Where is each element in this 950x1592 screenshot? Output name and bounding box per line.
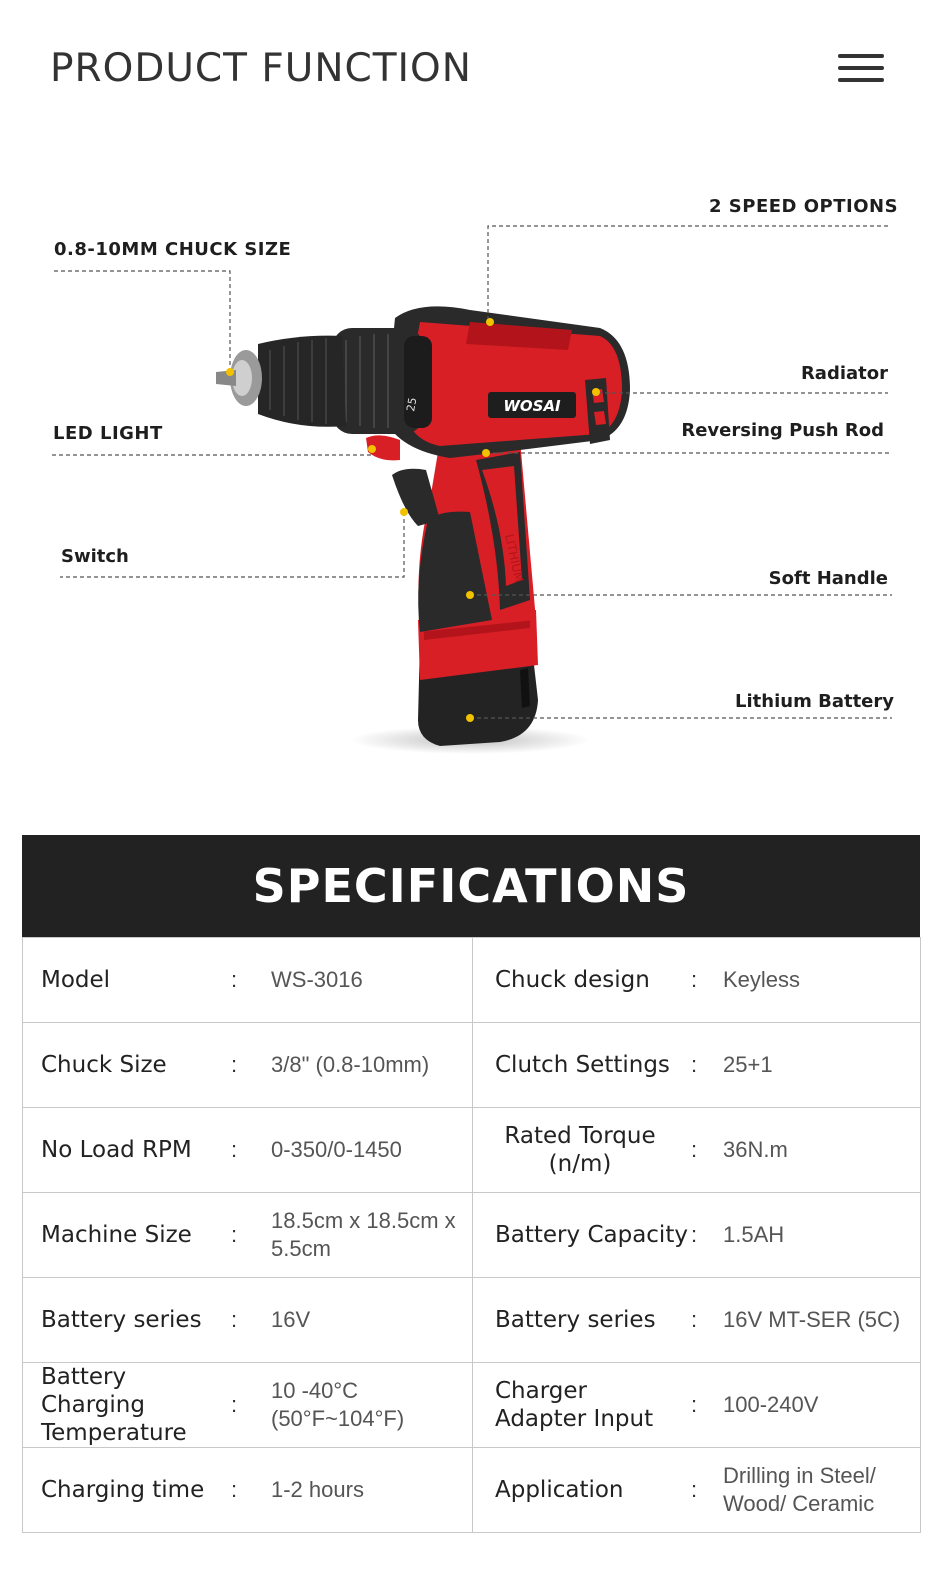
spec-colon: : — [231, 1477, 238, 1502]
spec-value: 0-350/0-1450 — [271, 1137, 402, 1162]
spec-value: 1-2 hours — [271, 1477, 364, 1502]
callout-reversing-push-rod: Reversing Push Rod — [681, 420, 884, 441]
specifications-heading: SPECIFICATIONS — [22, 835, 920, 937]
callout-chuck-size: 0.8-10MM CHUCK SIZE — [54, 239, 292, 260]
callout-soft-handle: Soft Handle — [768, 568, 888, 589]
svg-text:LITHIUM: LITHIUM — [502, 532, 527, 584]
spec-value: 16V MT-SER (5C) — [723, 1307, 901, 1332]
table-row — [23, 1023, 921, 1108]
spec-value: 25+1 — [723, 1052, 773, 1077]
spec-colon: : — [231, 1052, 238, 1077]
callout-radiator: Radiator — [800, 363, 888, 384]
handle-shape — [418, 440, 536, 632]
table-row — [23, 1108, 921, 1193]
spec-colon: : — [231, 1307, 238, 1332]
spec-label: No Load RPM — [41, 1137, 192, 1163]
svg-text:25: 25 — [404, 396, 420, 413]
spec-value: Drilling in Steel/ Wood/ Ceramic — [723, 1463, 876, 1516]
spec-label: Clutch Settings — [495, 1052, 670, 1078]
spec-label: Battery series — [41, 1307, 202, 1333]
spec-value: 1.5AH — [723, 1222, 785, 1247]
hamburger-menu-icon[interactable] — [838, 54, 884, 88]
spec-colon: : — [691, 1392, 698, 1417]
spec-colon: : — [231, 967, 238, 992]
spec-label: Chuck Size — [41, 1052, 167, 1078]
spec-colon: : — [231, 1222, 238, 1247]
spec-label: Battery series — [495, 1307, 656, 1333]
table-row — [23, 1448, 921, 1533]
table-row — [23, 1278, 921, 1363]
table-row — [23, 1363, 921, 1448]
page-title: PRODUCT FUNCTION — [50, 46, 472, 91]
product-function-figure — [0, 140, 950, 820]
callout-speed-options: 2 SPEED OPTIONS — [709, 196, 899, 217]
clutch-ring-shape — [332, 328, 432, 434]
spec-label: Charger Adapter Input — [495, 1378, 654, 1432]
spec-label: Machine Size — [41, 1222, 192, 1248]
page-header — [0, 0, 950, 140]
table-row — [23, 938, 921, 1023]
callout-switch: Switch — [61, 546, 129, 567]
chuck-shape — [216, 336, 346, 427]
spec-label: Charging time — [41, 1477, 205, 1503]
spec-label: Battery Capacity — [495, 1222, 688, 1248]
spec-colon: : — [691, 1137, 698, 1162]
spec-colon: : — [691, 1477, 698, 1502]
brand-logo: WOSAI — [503, 397, 561, 415]
spec-colon: : — [691, 1307, 698, 1332]
spec-value: WS-3016 — [271, 967, 363, 992]
spec-colon: : — [691, 967, 698, 992]
spec-label: Model — [41, 967, 111, 993]
spec-label: Application — [495, 1477, 624, 1503]
spec-label: Chuck design — [495, 967, 650, 993]
spec-value: 36N.m — [723, 1137, 788, 1162]
spec-value: 100-240V — [723, 1392, 819, 1417]
spec-value: 18.5cm x 18.5cm x 5.5cm — [271, 1208, 456, 1261]
callout-led-light: LED LIGHT — [53, 423, 163, 444]
spec-colon: : — [691, 1052, 698, 1077]
spec-value: Keyless — [723, 967, 801, 992]
callout-lithium-battery: Lithium Battery — [735, 691, 894, 712]
battery-pack-shape — [418, 610, 538, 746]
spec-colon: : — [231, 1392, 238, 1417]
spec-value: 10 -40°C (50°F~104°F) — [271, 1378, 405, 1431]
table-row — [23, 1193, 921, 1278]
spec-label: Rated Torque (n/m) — [504, 1123, 656, 1177]
spec-colon: : — [231, 1137, 238, 1162]
spec-label: Battery Charging Temperature — [41, 1364, 187, 1446]
specifications-table — [22, 937, 921, 1533]
spec-value: 16V — [271, 1307, 311, 1332]
spec-value: 3/8" (0.8-10mm) — [271, 1052, 430, 1077]
spec-colon: : — [691, 1222, 698, 1247]
